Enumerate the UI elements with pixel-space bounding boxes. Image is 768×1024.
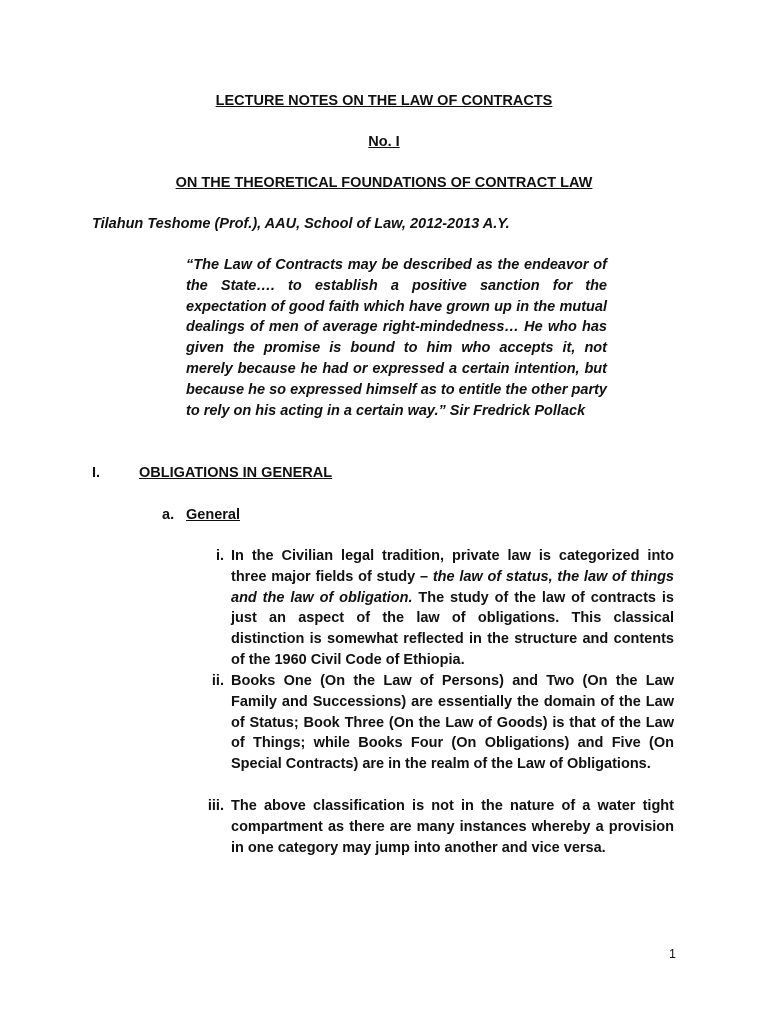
list-item-text: Books One (On the Law of Persons) and Two (On the Law Family and Successions) are essentially the domain of the Law of Status; Book Three (On the Law of Goods) is that of the Law of Things; while Books Four (On Obligations) and Five (On Special Contracts) are in the realm of the Law of Obligations. bbox=[231, 673, 674, 773]
list-item-text-part: In the Civilian legal tradition, private law is categorized into three major fields of study – bbox=[231, 548, 674, 585]
list-item-marker: i. bbox=[215, 548, 224, 564]
section-title: OBLIGATIONS IN GENERAL bbox=[139, 465, 333, 481]
author-line: Tilahun Teshome (Prof.), AAU, School of Law, 2012-2013 A.Y. bbox=[92, 216, 510, 232]
list-item-italic-text: the law of status, the law of things and the law of obligation. bbox=[231, 568, 674, 606]
list-item-marker: iii. bbox=[207, 798, 224, 814]
section-number: I. bbox=[92, 465, 101, 481]
list-item-marker: ii. bbox=[211, 673, 224, 689]
document-number: No. I bbox=[368, 134, 400, 150]
subsection-title: General bbox=[186, 507, 240, 523]
list-item-text: The above classification is not in the nature of a water tight compartment as there are many instances whereby a provision in one category may jump into another and vice versa. bbox=[231, 798, 674, 856]
page-number: 1 bbox=[669, 947, 676, 961]
epigraph-quote: “The Law of Contracts may be described as the endeavor of the State…. to establish a positive sanction for the expectation of good faith which have grown up in the mutual dealings of men of average right-mindedness… He who has given the promise is bound to him who accepts it, not merely because he had or expressed a certain intention, but because he so expressed himself as to entitle the other party to rely on his acting in a certain way.” Sir Fredrick Pollack bbox=[186, 257, 607, 419]
list-item-text bbox=[231, 546, 674, 671]
document-title: LECTURE NOTES ON THE LAW OF CONTRACTS bbox=[215, 93, 553, 109]
subsection-letter: a. bbox=[162, 507, 175, 523]
document-subtitle: ON THE THEORETICAL FOUNDATIONS OF CONTRACT LAW bbox=[175, 175, 593, 191]
list-item-text-part: The study of the law of contracts is just an aspect of the law of obligations. This classical distinction is somewhat reflected in the structure and contents of the 1960 Civil Code of Ethiopia. bbox=[231, 589, 674, 668]
